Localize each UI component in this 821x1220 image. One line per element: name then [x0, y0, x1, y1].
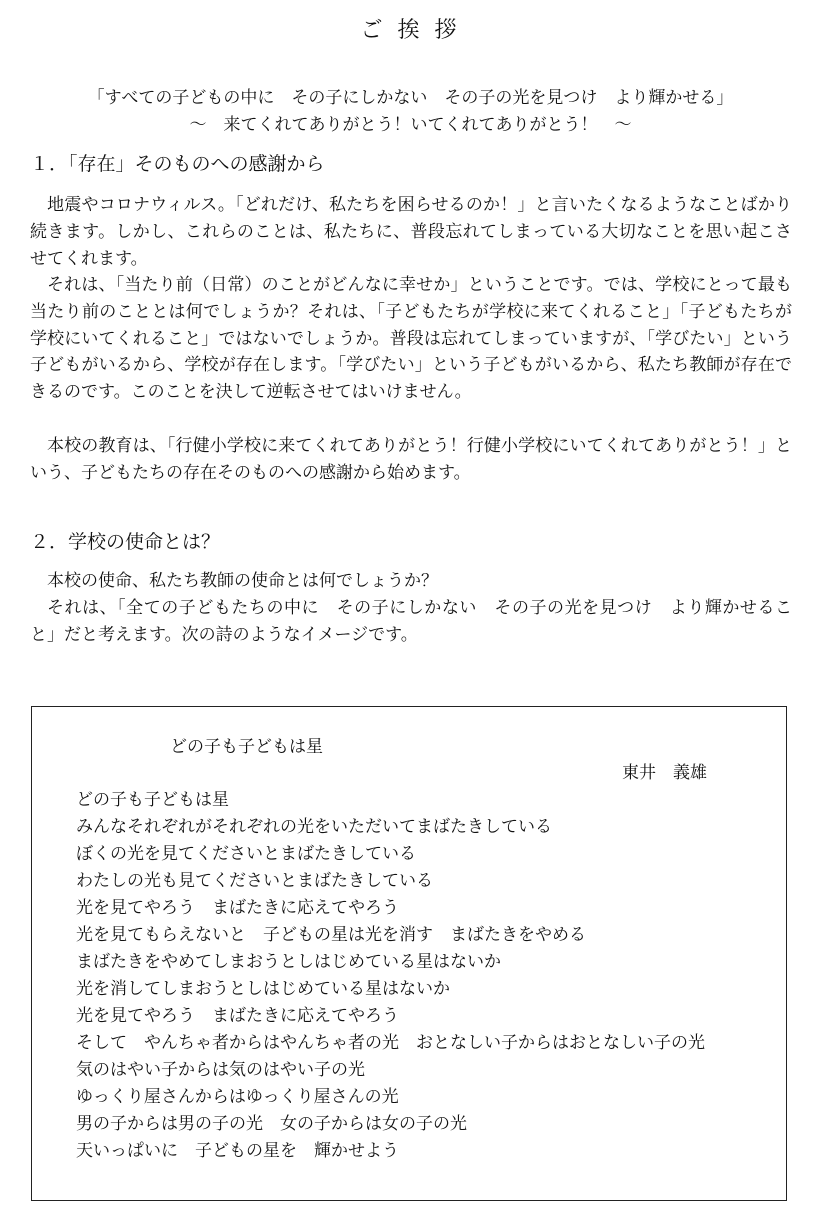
motto-line: 「すべての子どもの中に その子にしかない その子の光を見つけ より輝かせる」 — [87, 88, 734, 108]
poem-author: 東井 義雄 — [622, 763, 707, 783]
poem-line: どの子も子どもは星 — [76, 790, 229, 810]
poem-line: 光を見てやろう まばたきに応えてやろう — [76, 1006, 399, 1026]
poem-line: 男の子からは男の子の光 女の子からは女の子の光 — [76, 1114, 467, 1134]
poem-line: まばたきをやめてしまおうとしはじめている星はないか — [76, 952, 501, 972]
poem-line: わたしの光も見てくださいとまばたきしている — [76, 871, 433, 891]
poem-line: みんなそれぞれがそれぞれの光をいただいてまばたきしている — [76, 817, 552, 837]
poem-line: 光を消してしまおうとしはじめている星はないか — [76, 979, 450, 999]
poem-line: 天いっぱいに 子どもの星を 輝かせよう — [76, 1141, 399, 1161]
poem-line: ゆっくり屋さんからはゆっくり屋さんの光 — [76, 1087, 399, 1107]
section2-paragraph: 本校の使命、私たち教師の使命とは何でしょうか？ — [47, 571, 438, 591]
section2-paragraph: それは、「全ての子どもたちの中に その子にしかない その子の光を見つけ より輝かせること」だと考えます。次の詩のようなイメージです。 — [30, 598, 792, 645]
section2-heading: ２．学校の使命とは？ — [30, 531, 221, 553]
section1-heading: １．「存在」そのものへの感謝から — [30, 153, 325, 175]
poem-line: ぼくの光を見てくださいとまばたきしている — [76, 844, 416, 864]
poem-line: 光を見てもらえないと 子どもの星は光を消す まばたきをやめる — [76, 925, 586, 945]
section1-paragraph: 地震やコロナウィルス。「どれだけ、私たちを困らせるのか！」と言いたくなるようなことばかり続きます。しかし、これらのことは、私たちに、普段忘れてしまっている大切なことを思い起こさせてくれます。 — [30, 195, 792, 269]
section1-paragraph: 本校の教育は、「行健小学校に来てくれてありがとう！行健小学校にいてくれてありがとう！」という、子どもたちの存在そのものへの感謝から始めます。 — [30, 436, 792, 483]
motto-subline: 〜 来てくれてありがとう！いてくれてありがとう！ 〜 — [189, 115, 632, 135]
poem-line: 光を見てやろう まばたきに応えてやろう — [76, 898, 399, 918]
poem-title: どの子も子どもは星 — [170, 737, 323, 757]
section1-paragraph: それは、「当たり前（日常）のことがどんなに幸せか」ということです。では、学校にとって最も当たり前のこととは何でしょうか？それは、「子どもたちが学校に来てくれること」「子どもたちが学校にいてくれること」ではないでしょうか。普段は忘れてしまっていますが、「学びたい」という子どもがいるから、学校が存在します。「学びたい」という子どもがいるから、私たち教師が存在できるのです。このことを決して逆転させてはいけません。 — [30, 275, 792, 403]
poem-lines — [76, 787, 705, 1165]
poem-box — [31, 706, 787, 1201]
poem-line: 気のはやい子からは気のはやい子の光 — [76, 1060, 365, 1080]
poem-line: そして やんちゃ者からはやんちゃ者の光 おとなしい子からはおとなしい子の光 — [76, 1033, 705, 1053]
document-title: ご 挨 拶 — [360, 18, 461, 43]
